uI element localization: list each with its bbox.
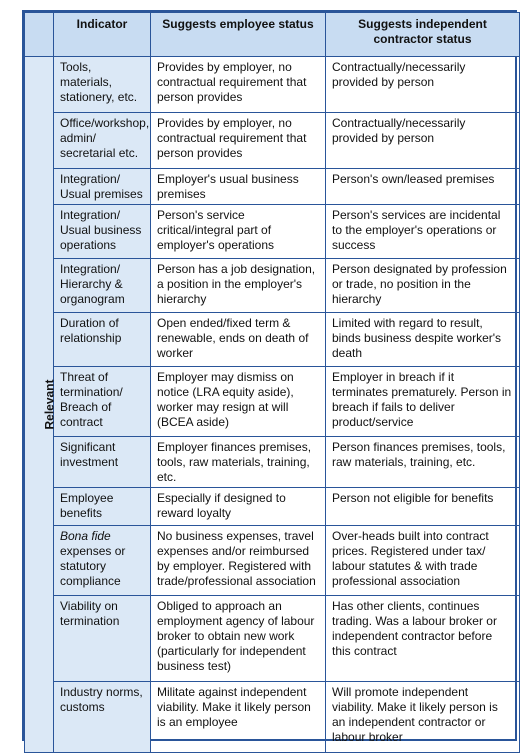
relevant-side-label: Relevant [42, 379, 57, 430]
contractor-status-cell: Over-heads built into contract prices. Registered under tax/ labour statutes & with trade professional association [326, 526, 520, 596]
table-row [25, 205, 520, 259]
status-indicator-table [24, 12, 520, 753]
table-row [25, 169, 520, 205]
header-contractor-status: Suggests independent contractor status [326, 13, 520, 57]
table-row [25, 437, 520, 488]
indicator-cell: Threat of termination/ Breach of contract [54, 367, 151, 437]
indicator-cell: Employee benefits [54, 488, 151, 526]
indicator-cell: Viability on termination [54, 596, 151, 682]
table-row [25, 313, 520, 367]
employee-status-cell: Employer's usual business premises [151, 169, 326, 205]
contractor-status-cell: Has other clients, continues trading. Was a labour broker or independent contractor before this contract [326, 596, 520, 682]
table-row [25, 526, 520, 596]
contractor-status-cell: Person finances premises, tools, raw materials, training, etc. [326, 437, 520, 488]
employee-status-cell: Person's service critical/integral part of employer's operations [151, 205, 326, 259]
header-row [25, 13, 520, 57]
indicator-text: expenses or statutory compliance [60, 544, 126, 588]
employee-status-cell: No business expenses, travel expenses and/or reimbursed by employer. Registered with trade/professional association [151, 526, 326, 596]
indicator-italic-prefix: Bona fide [60, 529, 111, 543]
contractor-status-cell: Will promote independent viability. Make it likely person is an independent contractor or labour broker [326, 682, 520, 753]
contractor-status-cell: Contractually/necessarily provided by person [326, 113, 520, 169]
indicator-cell [54, 526, 151, 596]
header-indicator: Indicator [54, 13, 151, 57]
table-row [25, 57, 520, 113]
table-row [25, 596, 520, 682]
employee-status-cell: Employer may dismiss on notice (LRA equity aside), worker may resign at will (BCEA aside) [151, 367, 326, 437]
employee-status-cell: Provides by employer, no contractual requirement that person provides [151, 57, 326, 113]
employee-status-cell: Obliged to approach an employment agency of labour broker to obtain new work (particularly for independent business test) [151, 596, 326, 682]
indicator-cell: Significant investment [54, 437, 151, 488]
indicator-cell: Integration/ Usual business operations [54, 205, 151, 259]
status-indicator-table-frame [22, 10, 517, 744]
contractor-status-cell: Employer in breach if it terminates prematurely. Person in breach if fails to deliver product/service [326, 367, 520, 437]
table-row [25, 113, 520, 169]
indicator-cell: Industry norms, customs [54, 682, 151, 753]
indicator-cell: Tools, materials, stationery, etc. [54, 57, 151, 113]
employee-status-cell: Provides by employer, no contractual requirement that person provides [151, 113, 326, 169]
employee-status-cell: Person has a job designation, a position in the employer's hierarchy [151, 259, 326, 313]
indicator-cell: Integration/ Usual premises [54, 169, 151, 205]
contractor-status-cell: Contractually/necessarily provided by person [326, 57, 520, 113]
table-row [25, 682, 520, 753]
header-employee-status: Suggests employee status [151, 13, 326, 57]
employee-status-cell: Especially if designed to reward loyalty [151, 488, 326, 526]
table-row [25, 488, 520, 526]
employee-status-cell: Militate against independent viability. Make it likely person is an employee [151, 682, 326, 753]
contractor-status-cell: Person designated by profession or trade, no position in the hierarchy [326, 259, 520, 313]
contractor-status-cell: Person not eligible for benefits [326, 488, 520, 526]
contractor-status-cell: Person's own/leased premises [326, 169, 520, 205]
employee-status-cell: Open ended/fixed term & renewable, ends on death of worker [151, 313, 326, 367]
indicator-cell: Office/workshop, admin/ secretarial etc. [54, 113, 151, 169]
relevant-side-cell [25, 57, 57, 753]
employee-status-cell: Employer finances premises, tools, raw materials, training, etc. [151, 437, 326, 488]
header-corner-cell [25, 13, 54, 57]
indicator-cell: Duration of relationship [54, 313, 151, 367]
contractor-status-cell: Limited with regard to result, binds business despite worker's death [326, 313, 520, 367]
table-row [25, 367, 520, 437]
table-row [25, 259, 520, 313]
contractor-status-cell: Person's services are incidental to the employer's operations or success [326, 205, 520, 259]
indicator-cell: Integration/ Hierarchy & organogram [54, 259, 151, 313]
